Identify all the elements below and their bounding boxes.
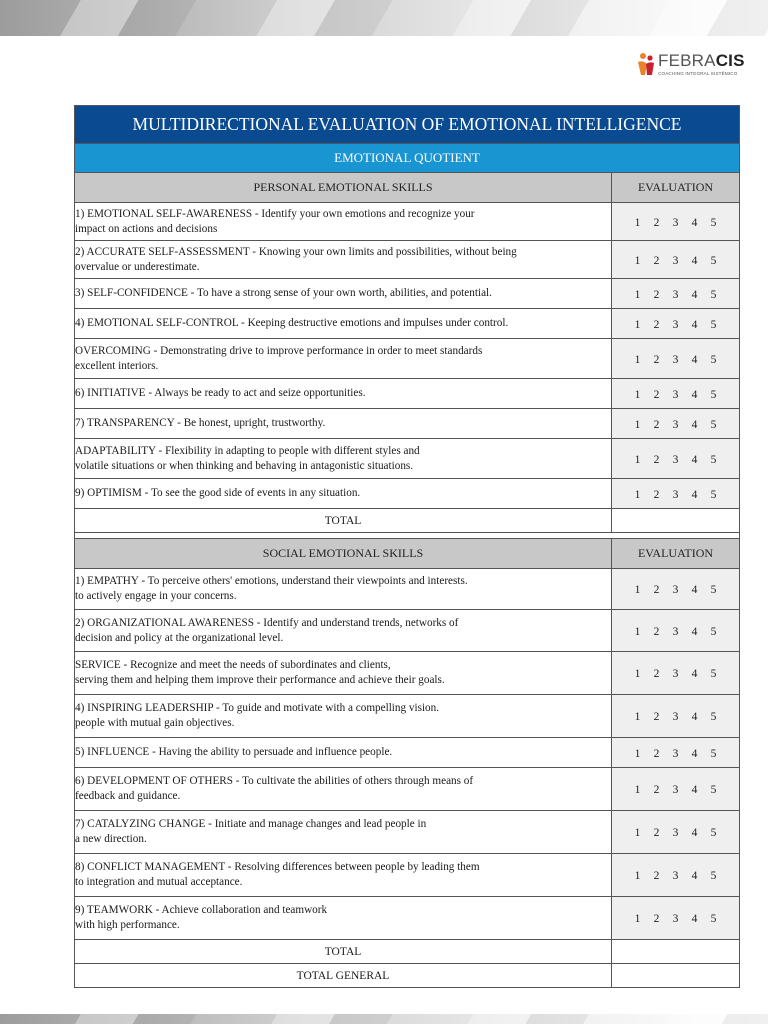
skill-row	[75, 652, 740, 695]
skill-detail: To have a strong sense of your own worth, abilities, and potential.	[196, 287, 492, 299]
skill-separator: -	[141, 487, 151, 499]
rating-option-5[interactable]: 5	[710, 453, 717, 466]
rating-option-5[interactable]: 5	[710, 488, 717, 501]
rating-option-5[interactable]: 5	[710, 584, 717, 596]
rating-option-2[interactable]: 2	[653, 584, 660, 596]
rating-option-1[interactable]: 1	[634, 288, 641, 301]
form-subtitle: EMOTIONAL QUOTIENT	[75, 144, 740, 173]
skill-separator: -	[174, 417, 184, 429]
rating-scale	[628, 419, 723, 431]
bottom-decorative-band	[0, 1014, 768, 1024]
skill-detail: Achieve collaboration and teamwork	[161, 904, 328, 916]
skill-detail-continued: to actively engage in your concerns.	[75, 590, 237, 602]
rating-option-5[interactable]: 5	[710, 784, 717, 796]
rating-option-5[interactable]: 5	[710, 216, 717, 229]
rating-option-5[interactable]: 5	[710, 913, 717, 925]
skill-name: 9) TEAMWORK	[75, 904, 153, 916]
rating-option-4[interactable]: 4	[691, 827, 698, 839]
skill-detail: To see the good side of events in any situation.	[150, 487, 361, 499]
rating-option-2[interactable]: 2	[653, 216, 660, 229]
skill-separator: -	[145, 387, 155, 399]
rating-cell	[612, 738, 740, 768]
social-section-header	[75, 539, 740, 569]
total-general-label: TOTAL GENERAL	[75, 964, 612, 988]
rating-option-2[interactable]: 2	[653, 668, 660, 680]
total-general-field[interactable]	[612, 964, 740, 988]
rating-option-4[interactable]: 4	[691, 584, 698, 596]
logo-tagline: COACHING INTEGRAL SISTÊMICO	[658, 71, 738, 76]
febracis-logo	[636, 51, 746, 79]
rating-option-4[interactable]: 4	[691, 625, 698, 638]
rating-option-1[interactable]: 1	[634, 625, 641, 638]
skill-row	[75, 768, 740, 811]
skill-description	[75, 652, 612, 695]
social-total-label: TOTAL	[75, 940, 612, 964]
rating-option-3[interactable]: 3	[672, 747, 679, 760]
skill-separator: -	[238, 317, 248, 329]
skill-detail: Recognize and meet the needs of subordinates and clients,	[130, 659, 391, 671]
rating-cell	[612, 241, 740, 279]
skill-separator: -	[232, 775, 243, 787]
skill-name: 4) INSPIRING LEADERSHIP	[75, 702, 214, 714]
skill-separator: -	[213, 702, 223, 714]
rating-cell	[612, 203, 740, 241]
rating-option-3[interactable]: 3	[672, 827, 679, 839]
rating-option-3[interactable]: 3	[672, 711, 679, 723]
rating-option-1[interactable]: 1	[634, 318, 641, 331]
skill-description	[75, 854, 612, 897]
rating-option-2[interactable]: 2	[653, 913, 660, 925]
skill-row	[75, 309, 740, 339]
rating-option-5[interactable]: 5	[710, 625, 717, 638]
rating-option-3[interactable]: 3	[672, 625, 679, 638]
form-title: MULTIDIRECTIONAL EVALUATION OF EMOTIONAL INTELLIGENCE	[75, 106, 740, 144]
rating-option-3[interactable]: 3	[672, 388, 679, 401]
skill-detail-continued: a new direction.	[75, 833, 147, 845]
skill-separator: -	[120, 659, 131, 671]
rating-option-3[interactable]: 3	[672, 784, 679, 796]
personal-section-header	[75, 173, 740, 203]
rating-scale	[628, 354, 723, 366]
rating-scale	[628, 711, 723, 723]
rating-option-5[interactable]: 5	[710, 318, 717, 331]
skill-detail: Identify and understand trends, networks of	[263, 616, 459, 629]
rating-scale	[628, 489, 723, 501]
skill-detail: Knowing your own limits and possibilities, without being	[258, 245, 517, 258]
skill-detail-continued: excellent interiors.	[75, 359, 159, 372]
skill-description	[75, 479, 612, 509]
rating-option-1[interactable]: 1	[634, 488, 641, 501]
skill-name: 7) CATALYZING CHANGE	[75, 818, 206, 830]
social-total-field[interactable]	[612, 940, 740, 964]
rating-option-1[interactable]: 1	[634, 453, 641, 466]
rating-option-1[interactable]: 1	[634, 913, 641, 925]
rating-option-2[interactable]: 2	[653, 784, 660, 796]
skill-detail: Identify your own emotions and recognize your	[261, 207, 475, 220]
rating-option-4[interactable]: 4	[691, 711, 698, 723]
form-title-row	[75, 106, 740, 144]
personal-total-row	[75, 509, 740, 533]
rating-option-5[interactable]: 5	[710, 711, 717, 723]
skill-row	[75, 569, 740, 610]
rating-option-5[interactable]: 5	[710, 418, 717, 431]
skill-name: 6) INITIATIVE	[75, 387, 146, 399]
skill-row	[75, 479, 740, 509]
skill-row	[75, 409, 740, 439]
logo-wordmark-right: CIS	[715, 51, 745, 70]
skill-detail: Be honest, upright, trustworthy.	[183, 417, 326, 429]
skill-name: 2) ORGANIZATIONAL AWARENESS	[75, 616, 254, 629]
skill-detail: To cultivate the abilities of others through means of	[242, 775, 474, 787]
rating-option-2[interactable]: 2	[653, 318, 660, 331]
rating-cell	[612, 379, 740, 409]
rating-scale	[628, 748, 723, 760]
rating-scale	[628, 255, 723, 267]
evaluation-form	[74, 105, 740, 988]
rating-cell	[612, 768, 740, 811]
skill-separator: -	[150, 344, 161, 357]
rating-option-1[interactable]: 1	[634, 353, 641, 366]
rating-scale	[628, 389, 723, 401]
rating-option-1[interactable]: 1	[634, 254, 641, 267]
top-decorative-band	[0, 0, 768, 36]
social-evaluation-heading: EVALUATION	[612, 539, 740, 569]
rating-option-2[interactable]: 2	[653, 870, 660, 882]
rating-option-4[interactable]: 4	[691, 318, 698, 331]
rating-option-1[interactable]: 1	[634, 784, 641, 796]
rating-option-5[interactable]: 5	[710, 827, 717, 839]
rating-option-5[interactable]: 5	[710, 388, 717, 401]
skill-detail-continued: to integration and mutual acceptance.	[75, 876, 243, 888]
rating-option-4[interactable]: 4	[691, 913, 698, 925]
skill-detail-continued: with high performance.	[75, 919, 180, 931]
rating-scale	[628, 626, 723, 638]
rating-option-5[interactable]: 5	[710, 288, 717, 301]
skill-name: 4) EMOTIONAL SELF-CONTROL	[75, 317, 239, 329]
rating-option-3[interactable]: 3	[672, 870, 679, 882]
rating-option-4[interactable]: 4	[691, 353, 698, 366]
skill-row	[75, 854, 740, 897]
rating-cell	[612, 854, 740, 897]
skill-detail-continued: impact on actions and decisions	[75, 222, 218, 235]
rating-option-1[interactable]: 1	[634, 584, 641, 596]
skill-detail: Always be ready to act and seize opportunities.	[154, 387, 366, 399]
rating-option-2[interactable]: 2	[653, 254, 660, 267]
skill-description	[75, 738, 612, 768]
skill-description	[75, 768, 612, 811]
rating-option-2[interactable]: 2	[653, 288, 660, 301]
rating-option-3[interactable]: 3	[672, 254, 679, 267]
rating-option-2[interactable]: 2	[653, 418, 660, 431]
rating-option-4[interactable]: 4	[691, 388, 698, 401]
skill-name: 3) SELF-CONFIDENCE	[75, 287, 188, 299]
skill-description	[75, 695, 612, 738]
rating-option-1[interactable]: 1	[634, 668, 641, 680]
skill-name: 8) CONFLICT MANAGEMENT	[75, 861, 225, 873]
skill-name: 1) EMOTIONAL SELF-AWARENESS	[75, 207, 253, 220]
skill-detail-continued: feedback and guidance.	[75, 790, 181, 802]
rating-scale	[628, 870, 723, 882]
skill-detail-continued: volatile situations or when thinking and behaving in antagonistic situations.	[75, 459, 414, 472]
skill-row	[75, 897, 740, 940]
rating-cell	[612, 695, 740, 738]
rating-option-4[interactable]: 4	[691, 870, 698, 882]
rating-scale	[628, 668, 723, 680]
rating-cell	[612, 652, 740, 695]
skill-description	[75, 569, 612, 610]
skill-detail-continued: people with mutual gain objectives.	[75, 717, 235, 729]
rating-option-2[interactable]: 2	[653, 711, 660, 723]
rating-cell	[612, 339, 740, 379]
skill-name: ADAPTABILITY	[75, 444, 156, 457]
skill-row	[75, 379, 740, 409]
rating-cell	[612, 409, 740, 439]
skill-row	[75, 811, 740, 854]
skill-description	[75, 203, 612, 241]
skill-name: 7) TRANSPARENCY	[75, 417, 175, 429]
skill-name: 9) OPTIMISM	[75, 487, 142, 499]
rating-option-2[interactable]: 2	[653, 827, 660, 839]
skill-row	[75, 279, 740, 309]
rating-scale	[628, 584, 723, 596]
rating-scale	[628, 913, 723, 925]
rating-option-2[interactable]: 2	[653, 625, 660, 638]
skill-separator: -	[149, 746, 159, 758]
skill-separator: -	[249, 245, 259, 258]
rating-scale	[628, 319, 723, 331]
personal-total-label: TOTAL	[75, 509, 612, 533]
rating-option-4[interactable]: 4	[691, 488, 698, 501]
skill-row	[75, 241, 740, 279]
skill-detail: Demonstrating drive to improve performance in order to meet standards	[160, 344, 483, 357]
rating-option-1[interactable]: 1	[634, 827, 641, 839]
rating-option-4[interactable]: 4	[691, 784, 698, 796]
skill-separator: -	[155, 444, 166, 457]
subtitle-row	[75, 144, 740, 173]
skill-detail: Having the ability to persuade and influence people.	[158, 746, 393, 758]
skill-detail: To perceive others' emotions, understand their viewpoints and interests.	[147, 575, 468, 587]
skill-separator: -	[225, 861, 235, 873]
personal-skills-heading: PERSONAL EMOTIONAL SKILLS	[75, 173, 612, 203]
rating-scale	[628, 454, 723, 466]
rating-cell	[612, 897, 740, 940]
rating-cell	[612, 439, 740, 479]
skill-detail-continued: decision and policy at the organizational level.	[75, 631, 284, 644]
skill-detail-continued: serving them and helping them improve their performance and achieve their goals.	[75, 674, 445, 686]
social-total-row	[75, 940, 740, 964]
skill-name: 5) INFLUENCE	[75, 746, 150, 758]
rating-option-2[interactable]: 2	[653, 388, 660, 401]
rating-option-2[interactable]: 2	[653, 453, 660, 466]
skill-description	[75, 379, 612, 409]
rating-option-4[interactable]: 4	[691, 668, 698, 680]
rating-option-1[interactable]: 1	[634, 747, 641, 760]
rating-option-3[interactable]: 3	[672, 584, 679, 596]
rating-option-2[interactable]: 2	[653, 488, 660, 501]
rating-option-4[interactable]: 4	[691, 288, 698, 301]
rating-option-3[interactable]: 3	[672, 288, 679, 301]
personal-evaluation-heading: EVALUATION	[612, 173, 740, 203]
rating-option-5[interactable]: 5	[710, 870, 717, 882]
rating-scale	[628, 827, 723, 839]
rating-scale	[628, 784, 723, 796]
rating-option-2[interactable]: 2	[653, 747, 660, 760]
skill-description	[75, 241, 612, 279]
logo-wordmark-left: FEBRA	[658, 51, 716, 70]
skill-description	[75, 309, 612, 339]
skill-row	[75, 610, 740, 652]
rating-option-3[interactable]: 3	[672, 418, 679, 431]
skill-description	[75, 339, 612, 379]
skill-name: OVERCOMING	[75, 344, 151, 357]
skill-detail-continued: overvalue or underestimate.	[75, 260, 200, 273]
rating-cell	[612, 479, 740, 509]
rating-option-1[interactable]: 1	[634, 870, 641, 882]
rating-cell	[612, 610, 740, 652]
rating-option-1[interactable]: 1	[634, 711, 641, 723]
rating-option-5[interactable]: 5	[710, 668, 717, 680]
logo-figure-icon	[636, 52, 656, 76]
skill-row	[75, 339, 740, 379]
rating-option-3[interactable]: 3	[672, 488, 679, 501]
skill-description	[75, 409, 612, 439]
rating-option-3[interactable]: 3	[672, 668, 679, 680]
skill-name: 1) EMPATHY	[75, 575, 139, 587]
rating-cell	[612, 279, 740, 309]
rating-option-1[interactable]: 1	[634, 418, 641, 431]
rating-option-4[interactable]: 4	[691, 254, 698, 267]
rating-option-4[interactable]: 4	[691, 216, 698, 229]
skill-description	[75, 897, 612, 940]
rating-cell	[612, 569, 740, 610]
skill-row	[75, 439, 740, 479]
skill-detail: Initiate and manage changes and lead people in	[214, 818, 427, 830]
total-general-row	[75, 964, 740, 988]
rating-scale	[628, 217, 723, 229]
skill-detail: Flexibility in adapting to people with different styles and	[165, 444, 420, 457]
skill-row	[75, 738, 740, 768]
skill-description	[75, 439, 612, 479]
skill-separator: -	[252, 207, 262, 220]
rating-option-2[interactable]: 2	[653, 353, 660, 366]
rating-option-4[interactable]: 4	[691, 453, 698, 466]
personal-total-field[interactable]	[612, 509, 740, 533]
rating-option-3[interactable]: 3	[672, 353, 679, 366]
rating-option-5[interactable]: 5	[710, 353, 717, 366]
skill-description	[75, 279, 612, 309]
skill-description	[75, 811, 612, 854]
skill-detail: Resolving differences between people by leading them	[234, 861, 480, 873]
rating-option-1[interactable]: 1	[634, 216, 641, 229]
skill-separator: -	[253, 616, 264, 629]
skill-separator: -	[205, 818, 215, 830]
social-skills-heading: SOCIAL EMOTIONAL SKILLS	[75, 539, 612, 569]
skill-name: 2) ACCURATE SELF-ASSESSMENT	[75, 245, 250, 258]
rating-option-4[interactable]: 4	[691, 747, 698, 760]
rating-scale	[628, 289, 723, 301]
skill-separator: -	[138, 575, 148, 587]
rating-option-3[interactable]: 3	[672, 453, 679, 466]
rating-option-3[interactable]: 3	[672, 318, 679, 331]
skill-name: 6) DEVELOPMENT OF OTHERS	[75, 775, 233, 787]
skill-separator: -	[152, 904, 162, 916]
rating-option-3[interactable]: 3	[672, 216, 679, 229]
rating-cell	[612, 309, 740, 339]
rating-cell	[612, 811, 740, 854]
skill-row	[75, 203, 740, 241]
rating-option-3[interactable]: 3	[672, 913, 679, 925]
skill-row	[75, 695, 740, 738]
skill-separator: -	[187, 287, 197, 299]
skill-description	[75, 610, 612, 652]
rating-option-1[interactable]: 1	[634, 388, 641, 401]
skill-detail: Keeping destructive emotions and impulses under control.	[247, 317, 509, 329]
skill-name: SERVICE	[75, 659, 121, 671]
rating-option-4[interactable]: 4	[691, 418, 698, 431]
skill-detail: To guide and motivate with a compelling vision.	[222, 702, 440, 714]
rating-option-5[interactable]: 5	[710, 254, 717, 267]
rating-option-5[interactable]: 5	[710, 747, 717, 760]
logo-wordmark	[658, 51, 745, 71]
